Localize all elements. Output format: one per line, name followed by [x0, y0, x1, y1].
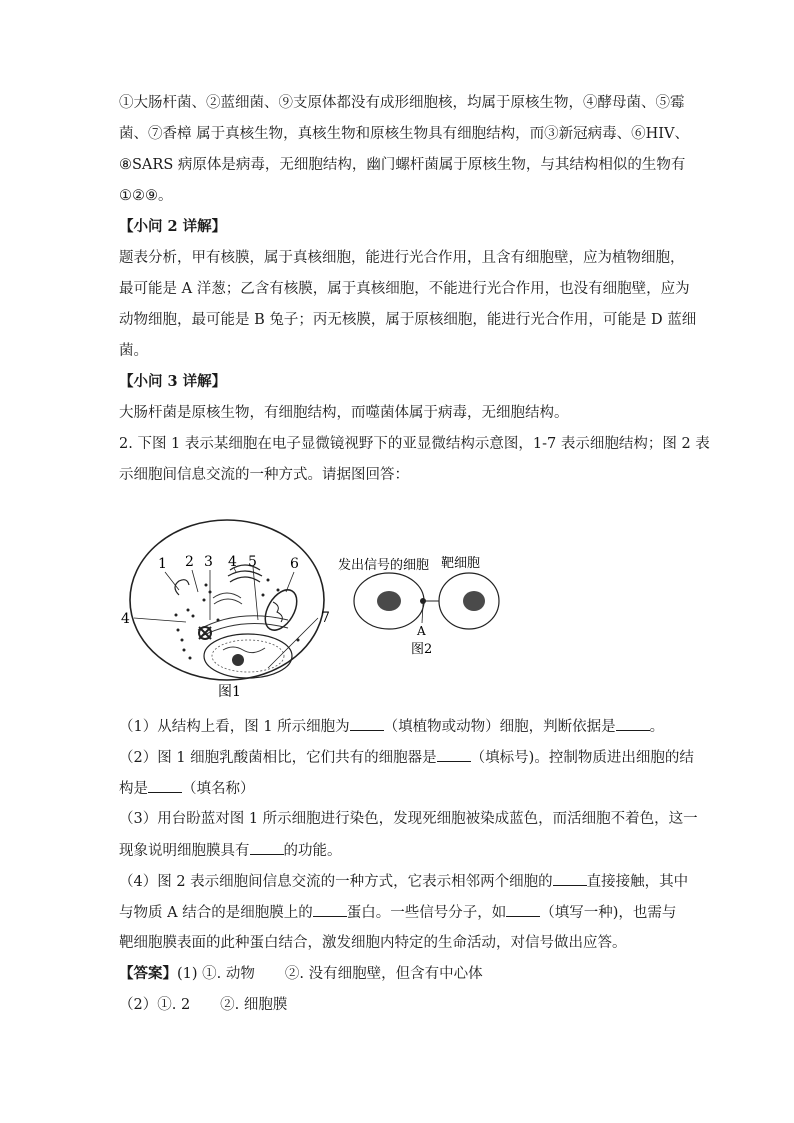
- text-line: 大肠杆菌是原核生物，有细胞结构，而噬菌体属于病毒，无细胞结构。: [119, 405, 569, 421]
- answer-line-1: 【答案】(1) ①. 动物 ②. 没有细胞壁，但含有中心体: [119, 965, 483, 982]
- answer-blank: [313, 902, 347, 917]
- label-4-left: 4: [121, 611, 130, 627]
- figure-1-caption: 图1: [218, 684, 241, 700]
- nucleus-shape: [204, 634, 292, 678]
- sub-question-4-cont: 与物质 A 结合的是细胞膜上的 蛋白。一些信号分子，如 （填写一种)，也需与: [119, 902, 676, 923]
- sub-question-4-cont: 靶细胞膜表面的此种蛋白结合，激发细胞内特定的生命活动，对信号做出应答。: [119, 935, 627, 951]
- label-4: 4: [228, 554, 237, 570]
- answer-blank: [437, 747, 471, 762]
- answer-blank: [553, 871, 587, 886]
- answer-blank: [616, 716, 650, 731]
- label-3: 3: [204, 554, 213, 570]
- figure-2-caption: 图2: [411, 642, 433, 657]
- answer-line-2: （2）①. 2 ②. 细胞膜: [119, 997, 288, 1013]
- text-line: ①大肠杆菌、②蓝细菌、⑨支原体都没有成形细胞核，均属于原核生物，④酵母菌、⑤霉: [119, 95, 685, 111]
- signal-cell-label: 发出信号的细胞: [338, 558, 430, 573]
- sub-question-2: （2）图 1 细胞乳酸菌相比，它们共有的细胞器是 （填标号)。控制物质进出细胞的结: [119, 747, 694, 768]
- mitochondrion-shape: [259, 584, 304, 635]
- answer-blank: [506, 902, 540, 917]
- question-stem: 2. 下图 1 表示某细胞在电子显微镜视野下的亚显微结构示意图，1-7 表示细胞结构；图 2 表: [119, 436, 710, 452]
- text-line: 最可能是 A 洋葱；乙含有核膜，属于真核细胞，不能进行光合作用，也没有细胞壁，应为: [119, 281, 690, 297]
- text-line: ①②⑨。: [119, 188, 173, 204]
- sub-question-3-cont: 现象说明细胞膜具有 的功能。: [119, 840, 342, 861]
- figure-1-cell-diagram: [118, 510, 338, 705]
- text-line: 动物细胞，最可能是 B 兔子；丙无核膜，属于原核细胞，能进行光合作用，可能是 D 蓝细: [119, 312, 697, 328]
- text-line: ⑧SARS 病原体是病毒，无细胞结构，幽门螺杆菌属于原核生物，与其结构相似的生物有: [119, 157, 686, 173]
- label-7: 7: [321, 610, 330, 626]
- label-1: 1: [158, 556, 167, 572]
- sub-question-1: （1）从结构上看，图 1 所示细胞为 （填植物或动物）细胞，判断依据是 。: [119, 716, 664, 737]
- section-heading: 【小问 3 详解】: [119, 373, 227, 390]
- text-line: 题表分析，甲有核膜，属于真核细胞，能进行光合作用，且含有细胞壁，应为植物细胞，: [119, 250, 685, 266]
- section-heading: 【小问 2 详解】: [119, 218, 227, 235]
- label-6: 6: [290, 556, 299, 572]
- text-line: 菌、⑦香樟 属于真核生物，真核生物和原核生物具有细胞结构，而③新冠病毒、⑥HIV、: [119, 126, 689, 142]
- sub-question-4: （4）图 2 表示细胞间信息交流的一种方式，它表示相邻两个细胞的 直接接触，其中: [119, 871, 688, 892]
- label-5: 5: [248, 554, 257, 570]
- figure-2-cell-signalling: [334, 550, 504, 660]
- point-a-label: A: [417, 624, 426, 638]
- text-line: 菌。: [119, 343, 148, 359]
- sub-question-2-cont: 构是 （填名称）: [119, 778, 255, 799]
- question-stem: 示细胞间信息交流的一种方式。请据图回答：: [119, 467, 409, 483]
- answer-blank: [350, 716, 384, 731]
- target-cell-label: 靶细胞: [441, 556, 481, 571]
- label-2: 2: [185, 554, 194, 570]
- answer-blank: [148, 778, 182, 793]
- answer-blank: [250, 840, 284, 855]
- sub-question-3: （3）用台盼蓝对图 1 所示细胞进行染色，发现死细胞被染成蓝色，而活细胞不着色，这一: [119, 811, 698, 827]
